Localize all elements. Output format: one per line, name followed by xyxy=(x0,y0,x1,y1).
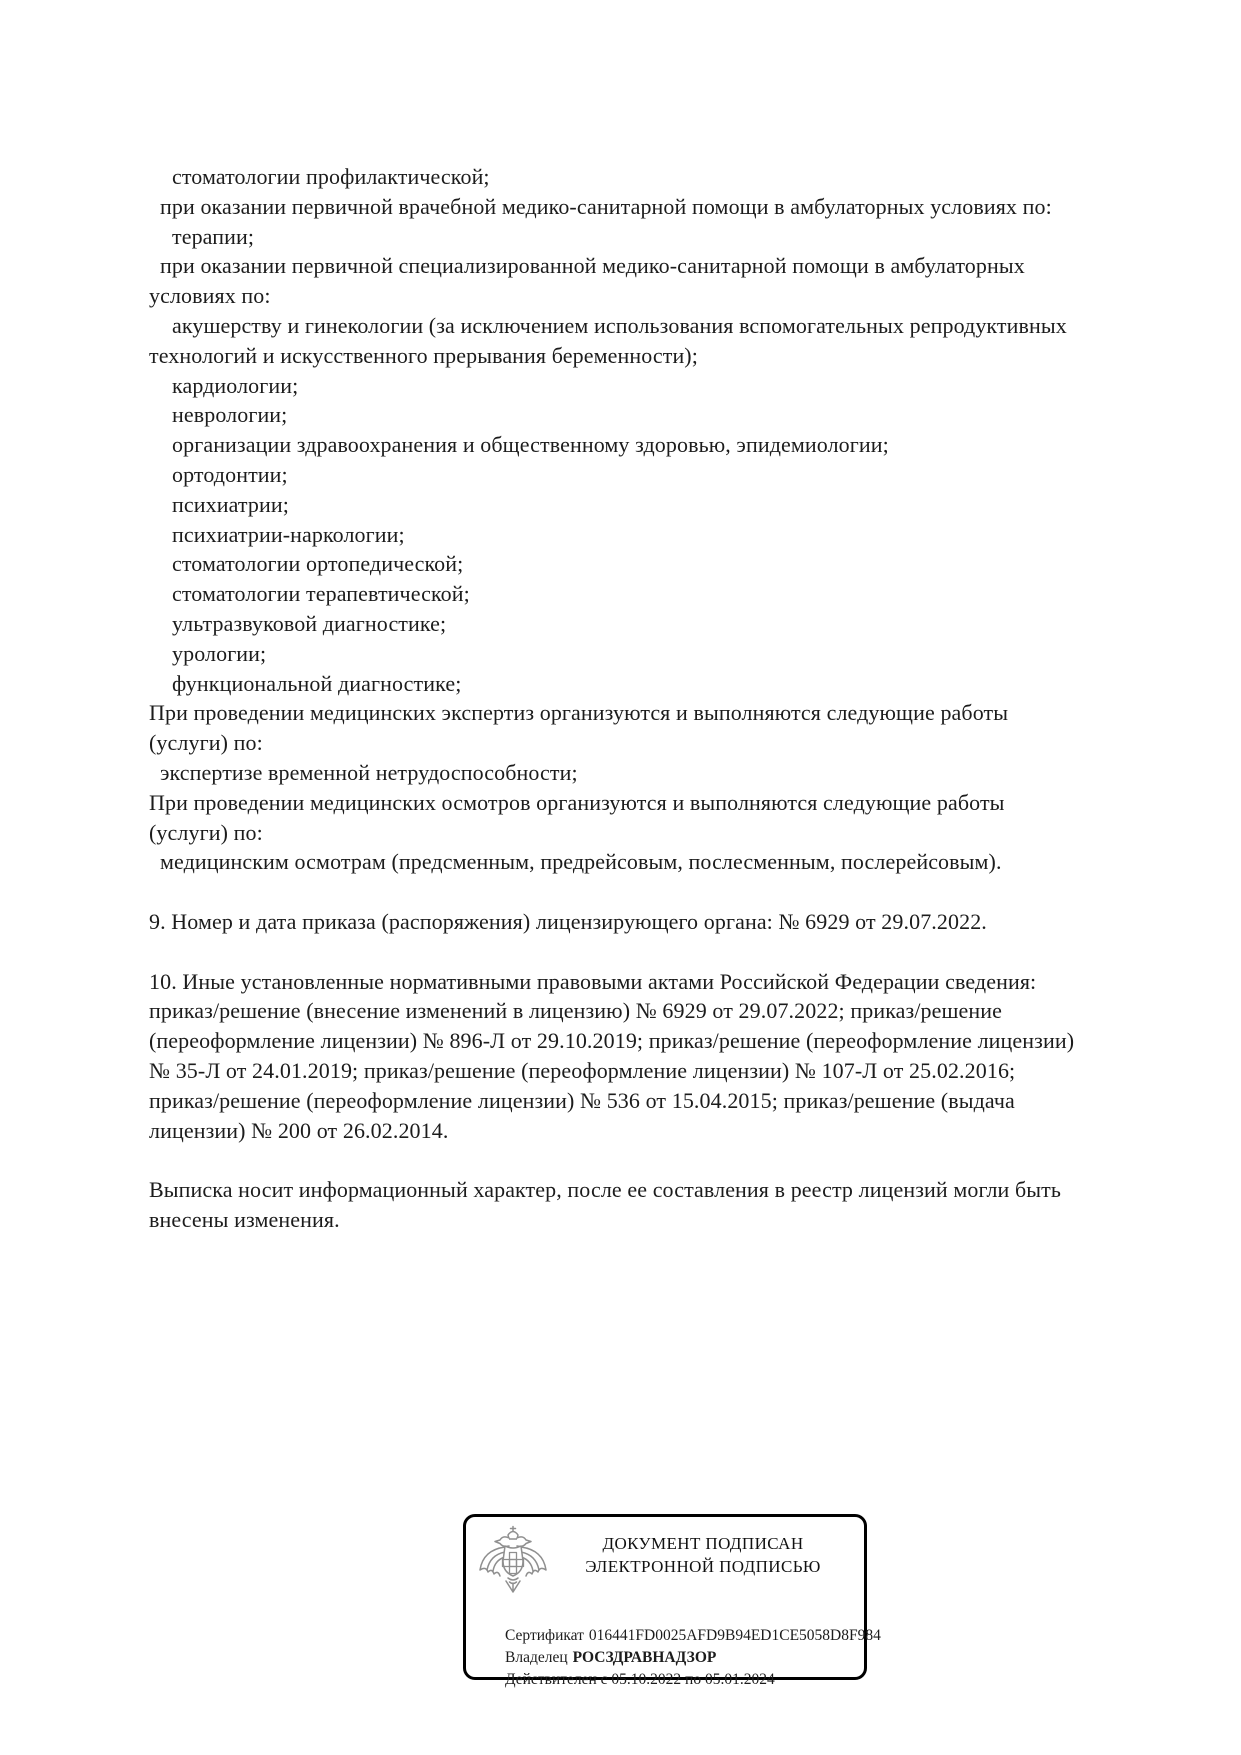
document-text xyxy=(149,162,1199,1235)
text-line: Выписка носит информационный характер, после ее составления в реестр лицензий могли быть xyxy=(149,1177,1062,1203)
text-line: условиях по: xyxy=(149,283,271,309)
blank-line xyxy=(149,877,1199,907)
text-line: 9. Номер и дата приказа (распоряжения) лицензирующего органа: № 6929 от 29.07.2022. xyxy=(149,908,987,934)
stamp-title-line1: ДОКУМЕНТ ПОДПИСАН xyxy=(602,1534,804,1553)
certificate-row xyxy=(474,1603,881,1644)
text-line: № 35-Л от 24.01.2019; приказ/решение (переоформление лицензии) № 107-Л от 25.02.2016; xyxy=(149,1057,1016,1083)
text-line: лицензии) № 200 от 26.02.2014. xyxy=(149,1117,449,1143)
text-line: При проведении медицинских экспертиз организуются и выполняются следующие работы xyxy=(149,700,1009,726)
text-line: при оказании первичной специализированной медико-санитарной помощи в амбулаторных xyxy=(160,253,1025,279)
text-line: неврологии; xyxy=(172,402,288,428)
text-line: ортодонтии; xyxy=(172,461,288,487)
text-line: организации здравоохранения и общественному здоровью, эпидемиологии; xyxy=(172,432,889,458)
text-line: урологии; xyxy=(172,640,267,666)
digital-signature-stamp xyxy=(463,1514,881,1688)
text-line: терапии; xyxy=(172,223,255,249)
text-line: внесены изменения. xyxy=(149,1206,340,1232)
text-line: экспертизе временной нетрудоспособности; xyxy=(160,759,578,785)
text-line: приказ/решение (переоформление лицензии) № 536 от 15.04.2015; приказ/решение (выдача xyxy=(149,1087,1015,1113)
owner-label: Владелец xyxy=(505,1649,568,1666)
text-line: стоматологии терапевтической; xyxy=(172,581,470,607)
text-line: (услуги) по: xyxy=(149,730,263,756)
roszdravnadzor-eagle-emblem-icon xyxy=(475,1525,551,1595)
text-line: (переоформление лицензии) № 896-Л от 29.10.2019; приказ/решение (переоформление лицензии) xyxy=(149,1028,1075,1054)
text-line: технологий и искусственного прерывания беременности); xyxy=(149,342,698,368)
text-line: акушерству и гинекологии (за исключением использования вспомогательных репродуктивных xyxy=(172,312,1067,338)
owner-value: РОСЗДРАВНАДЗОР xyxy=(572,1649,717,1666)
blank-line xyxy=(149,937,1199,967)
certificate-value: 016441FD0025AFD9B94ED1CE5058D8F984 xyxy=(588,1627,881,1644)
text-line: стоматологии профилактической; xyxy=(172,164,490,189)
text-line: 10. Иные установленные нормативными правовыми актами Российской Федерации сведения: xyxy=(149,968,1037,994)
text-line: ультразвуковой диагностике; xyxy=(172,610,447,636)
certificate-label: Сертификат xyxy=(505,1627,584,1644)
blank-line xyxy=(149,1145,1199,1175)
text-line: функциональной диагностике; xyxy=(172,670,462,696)
text-line: медицинским осмотрам (предсменным, предрейсовым, послесменным, послерейсовым). xyxy=(160,849,1002,875)
text-line: стоматологии ортопедической; xyxy=(172,551,464,577)
text-line: При проведении медицинских осмотров организуются и выполняются следующие работы xyxy=(149,789,1005,815)
text-line: психиатрии; xyxy=(172,491,289,517)
text-line: кардиологии; xyxy=(172,372,299,398)
stamp-details xyxy=(474,1603,881,1688)
stamp-title xyxy=(550,1533,856,1578)
stamp-title-line2: ЭЛЕКТРОННОЙ ПОДПИСЬЮ xyxy=(585,1556,821,1576)
text-line: при оказании первичной врачебной медико-санитарной помощи в амбулаторных условиях по: xyxy=(160,193,1052,219)
text-line: приказ/решение (внесение изменений в лицензию) № 6929 от 29.07.2022; приказ/решение xyxy=(149,998,1003,1024)
text-line: (услуги) по: xyxy=(149,819,263,845)
text-line: психиатрии-наркологии; xyxy=(172,521,405,547)
validity-text: Действителен с 05.10.2022 по 05.01.2024 xyxy=(505,1671,775,1688)
